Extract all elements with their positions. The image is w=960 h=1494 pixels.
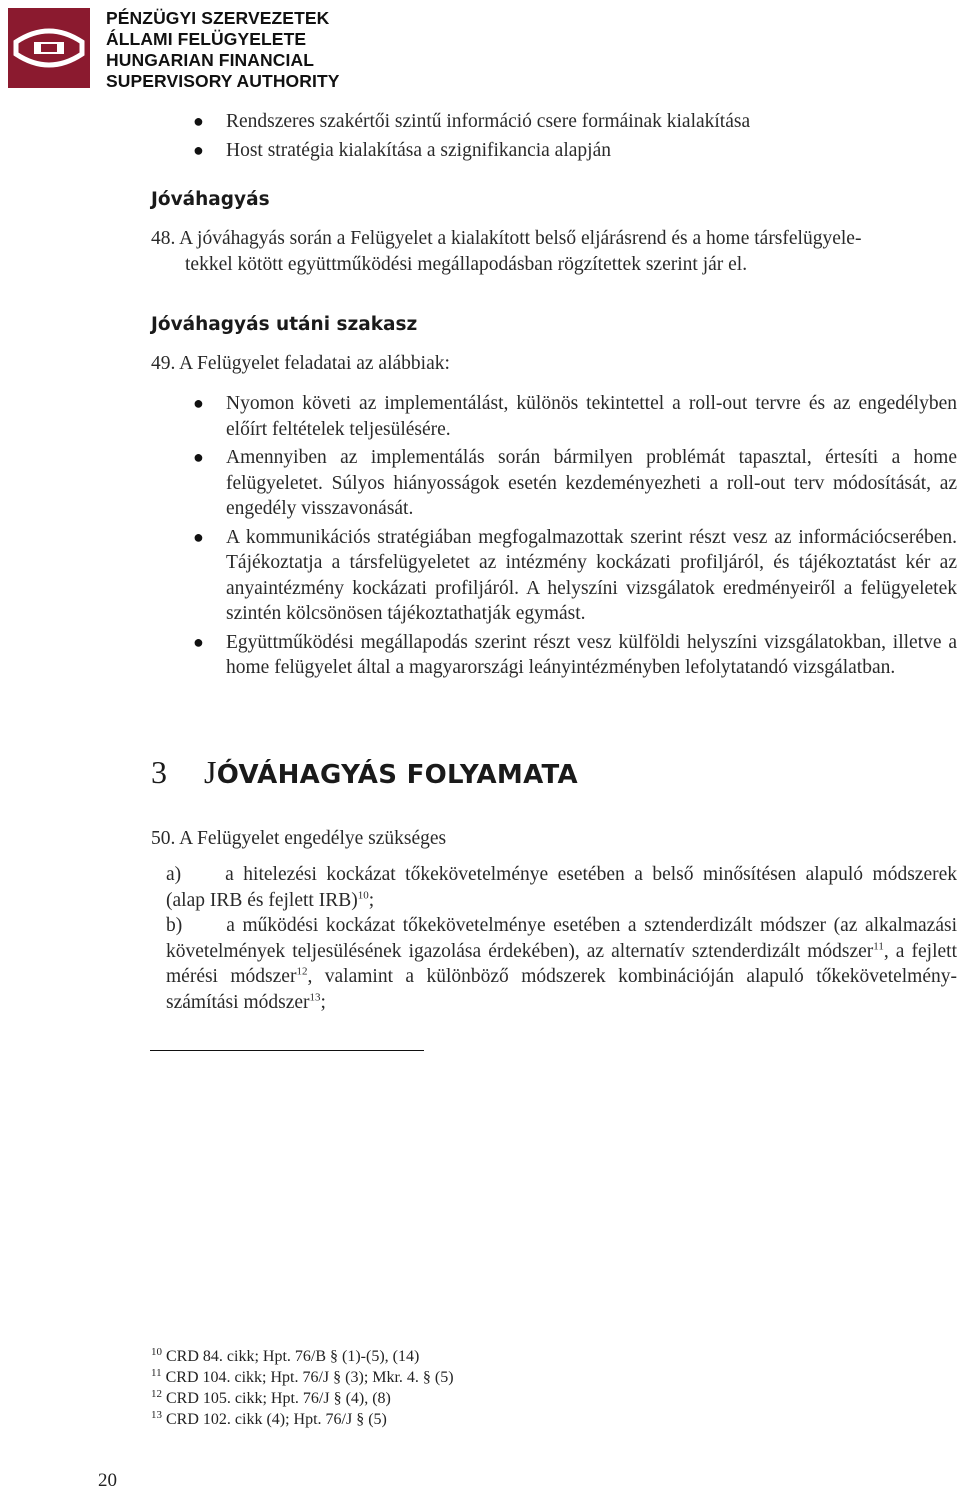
page-number: 20 [98,1470,117,1491]
item-b-text-3: , valamint a különböző módszerek kombinációján alapuló tőkekövetelmény-számítási módszer [166,966,957,1013]
org-line-3: HUNGARIAN FINANCIAL [106,50,314,70]
footnote [151,1409,454,1430]
footnote-text: CRD 102. cikk (4); Hpt. 76/J § (5) [166,1411,387,1428]
footnote [151,1367,454,1388]
footnote-text: CRD 104. cikk; Hpt. 76/J § (3); Mkr. 4. § (5) [165,1369,454,1386]
bullet-text: A kommunikációs stratégiában megfogalmazottak szerint részt vesz az információcserében. Tájékoztatja a társfelügyeletet az intézmény kockázati profiljáról, és tájékoztatást kér az anyaintézmény kockázati profiljáról. A helyszíni vizsgálatok eredményeiről a felügyeletek szintén kölcsönösen tájékoztathatják egymást. [226,526,957,624]
item-b-label: b) [166,915,183,936]
org-line-4: SUPERVISORY AUTHORITY [106,71,340,91]
paragraph-50-item-b [166,913,957,1015]
paragraph-50: 50. A Felügyelet engedélye szükséges [151,828,447,849]
list-item [193,391,957,442]
footnote [151,1346,454,1367]
item-b-end: ; [320,991,326,1013]
list-item [193,445,957,522]
footnote-ref-11[interactable]: 11 [873,940,884,952]
bullet-icon: ● [193,631,204,652]
org-line-1: PÉNZÜGYI SZERVEZETEK [106,8,330,28]
bullet-text: Host stratégia kialakítása a szignifikancia alapján [226,139,611,161]
footnote-separator [150,1050,424,1051]
list-item [193,138,946,164]
footnote-text: CRD 105. cikk; Hpt. 76/J § (4), (8) [166,1390,391,1407]
bullet-text: Amennyiben az implementálás során bármilyen problémát tapasztal, értesíti a home felügyeletet. Súlyos hiányosságok esetén kezdeményezheti a roll-out terv módosítását, az engedély visszavonását. [226,447,957,519]
item-b-text-1: a működési kockázat tőkekövetelménye esetében a sztenderdizált módszer (az alkalmazási követelmények teljesülésének igazolása érdekében), az alternatív sztenderdizált módszer [166,915,957,962]
bullet-icon: ● [193,447,204,467]
org-line-2: ÁLLAMI FELÜGYELETE [106,29,307,49]
footnote-text: CRD 84. cikk; Hpt. 76/B § (1)-(5), (14) [166,1348,420,1365]
list-item [193,630,957,681]
psz-logo-icon [8,8,90,88]
chapter-number: 3 [151,754,168,790]
paragraph-50-item-a [166,862,957,913]
item-b-text-2: , a fejlett mérési módszer [166,940,957,987]
footnote-number: 12 [151,1387,162,1400]
organization-name [106,8,340,92]
bullet-icon: ● [193,526,204,547]
bullet-icon: ● [193,393,204,413]
footnotes [151,1346,454,1430]
chapter-title-initial: J [204,754,217,790]
section-heading-approval: Jóváhagyás [151,189,270,210]
paragraph-48-line-2: tekkel kötött együttműködési megállapodásban rögzítettek szerint jár el. [185,253,748,275]
footnote-ref-10[interactable]: 10 [357,889,369,901]
paragraph-49: 49. A Felügyelet feladatai az alábbiak: [151,353,450,374]
bullet-icon: ● [193,139,204,160]
chapter-title: ÓVÁHAGYÁS FOLYAMATA [216,760,578,790]
footnote-ref-13[interactable]: 13 [309,991,321,1003]
list-item [193,525,957,627]
paragraph-48 [151,226,957,277]
bullet-text: Együttműködési megállapodás szerint részt vesz külföldi helyszíni vizsgálatokban, illetve a home felügyelet által a magyarországi leányintézményben lefolytatandó vizsgálatban. [226,631,957,678]
footnote-number: 11 [151,1366,162,1379]
post-approval-bullet-list [193,391,957,681]
paragraph-48-line-1: 48. A jóváhagyás során a Felügyelet a kialakított belső eljárásrend és a home társfelügyele- [151,228,862,249]
bullet-text: Nyomon követi az implementálást, különös tekintettel a roll-out tervre és az engedélyben előírt feltételek teljesülésére. [226,393,957,440]
list-item [193,109,946,135]
footnote-number: 10 [151,1345,162,1358]
item-a-end: ; [368,889,375,911]
item-a-label: a) [166,864,182,885]
bullet-text: Rendszeres szakértői szintű információ csere formáinak kialakítása [226,111,751,132]
footnote-number: 13 [151,1408,162,1421]
item-a-text: a hitelezési kockázat tőkekövetelménye esetében a belső minősítésen alapuló módszerek (alap IRB és fejlett IRB) [166,864,957,911]
section-heading-post-approval: Jóváhagyás utáni szakasz [151,314,418,335]
footnote [151,1388,454,1409]
bullet-icon: ● [193,111,204,131]
footnote-ref-12[interactable]: 12 [296,965,308,978]
top-bullet-list [193,109,946,163]
chapter-heading [151,754,578,791]
